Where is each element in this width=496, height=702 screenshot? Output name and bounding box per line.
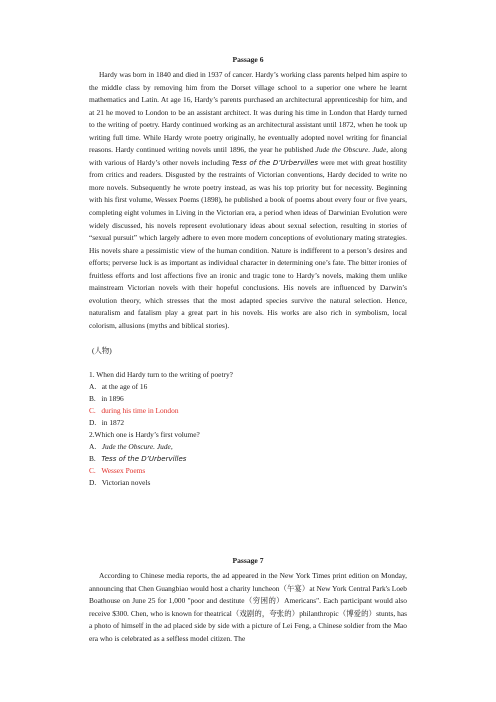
option-text: Tess of the D’Urbervilles	[101, 455, 187, 463]
question-2: 2.Which one is Hardy’s first volume?	[89, 430, 200, 439]
option-letter: C.	[89, 466, 96, 475]
option-letter: B.	[89, 454, 96, 463]
option-1d	[89, 417, 419, 429]
body-text: were met with great hostility from critics and readers. Disgusted by the restraints of Victorian conventions, Hardy decided to write no more novels. Subsequently he wrote poetry instead, as was his top priority but for necessity. Beginning with his first volume, Wessex Poems (1898), he published a book of poems about every four or five years, completing eight volumes in Living in the Victorian era, a period when ideas of Darwinian Evolution were widely discussed, his novels represent evolutionary ideas about sexual selection, resulting in stories of “sexual pursuit” which largely adhere to even more modern conceptions of evolutionary mating strategies. His novels share a pessimistic view of the human condition. Nature is indifferent to a person’s desires and efforts; perverse luck is as important as individual character in determining one’s fate. The bitter ironies of fruitless efforts and lost affections five an ironic and tragic tone to Hardy’s novels, making them unlike mainstream Victorian novels with their hopeful conclusions. His novels are influenced by Darwin’s evolution theory, which stresses that the most adapted species survive the natural selection. Hence, naturalism and fatalism play a great part in his novels. His works are also rich in symbolism, local colorism, allusions (myths and biblical stories).	[89, 157, 407, 330]
option-letter: C.	[89, 406, 96, 415]
option-letter: B.	[89, 394, 96, 403]
option-2c-correct	[89, 465, 419, 477]
passage-6-title: Passage 6	[232, 55, 264, 64]
option-text: in 1896	[101, 394, 124, 403]
option-1c-correct	[89, 405, 419, 417]
option-letter: A.	[89, 442, 97, 451]
book-title: Jude the Obscure	[315, 145, 369, 155]
option-1a	[89, 381, 419, 393]
body-text: , along with various of Hardy’s other novels including	[89, 145, 407, 167]
book-title: Tess of the D’Urbervilles	[231, 158, 319, 167]
option-text: Wessex Poems	[101, 466, 146, 475]
option-letter: D.	[89, 418, 97, 427]
option-text: Victorian novels	[101, 478, 151, 487]
option-text: Jude the Obscure. Jude,	[101, 442, 173, 451]
passage-7-body: According to Chinese media reports, the ad appeared in the New York Times print edition on Monday, announcing that Chen Guangbiao would host a charity luncheon（午宴）at New York Central Park's Loeb Boathouse on June 25 for 1,000 "poor and destitute（穷困的）Americans". Each participant would also receive $300. Chen, who is known for theatrical（戏剧的，夸张的）philanthropic（博爱的）stunts, has a photo of himself in the ad placed side by side with a picture of Lei Feng, a Chinese soldier from the Mao era who is celebrated as a selfless model citizen. The	[89, 571, 407, 643]
question-1: 1. When did Hardy turn to the writing of poetry?	[89, 370, 233, 379]
option-1b	[89, 393, 419, 405]
option-letter: A.	[89, 382, 97, 391]
option-2a	[89, 441, 419, 453]
option-2b	[89, 453, 419, 465]
book-title: Jude	[372, 145, 387, 155]
category-label: (人物)	[92, 346, 112, 355]
option-text: during his time in London	[101, 406, 179, 415]
option-letter: D.	[89, 478, 97, 487]
option-text: in 1872	[101, 418, 125, 427]
option-text: at the age of 16	[101, 382, 148, 391]
body-text: Hardy was born in 1840 and died in 1937 of cancer. Hardy’s working class parents helped him aspire to the middle class by removing him from the Dorset village school to a superior one where he learnt mathematics and Latin. At age 16, Hardy’s parents purchased an architectural apprenticeship for him, and at 21 he moved to London to be an assistant architect. It was during his time in London that Hardy turned to the writing of poetry. Hardy continued working as an architectural assistant until 1872, when he took up writing full time. While Hardy wrote poetry originally, he eventually adopted novel writing for financial reasons. Hardy continued writing novels until 1896, the year he published	[89, 70, 407, 155]
option-2d	[89, 477, 419, 489]
body-text: .	[368, 145, 373, 155]
passage-6-body	[89, 69, 407, 332]
passage-7-title: Passage 7	[232, 556, 264, 565]
